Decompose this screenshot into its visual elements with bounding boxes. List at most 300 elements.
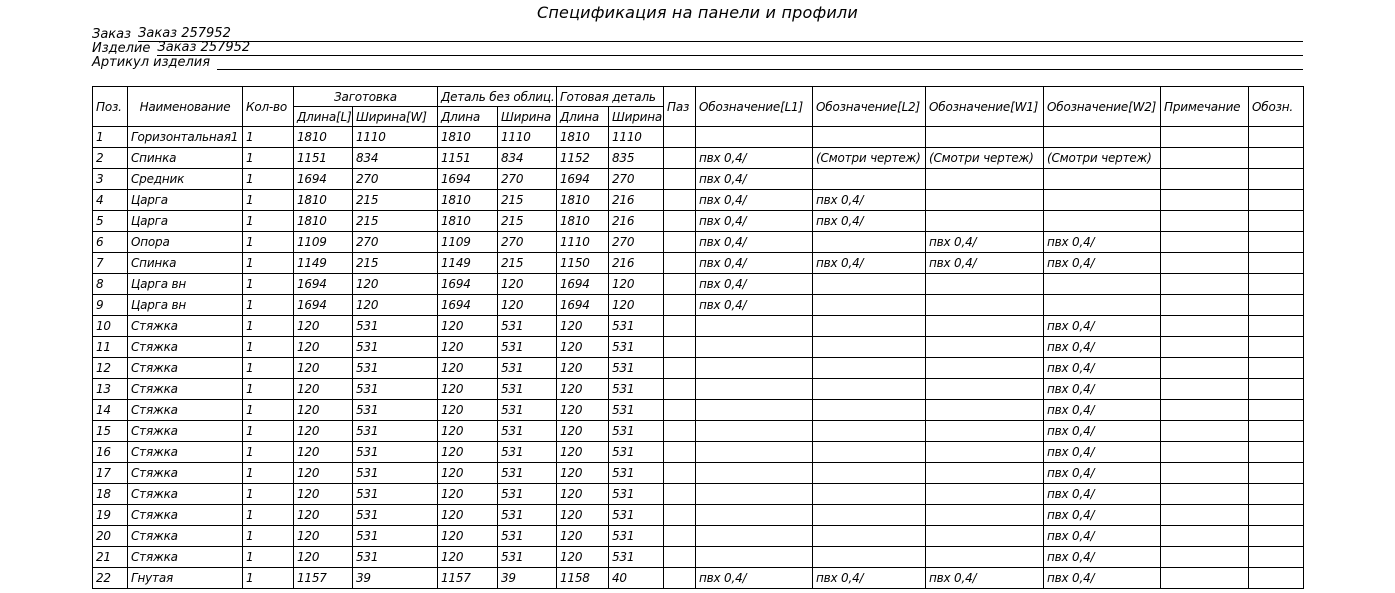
table-cell: 531	[609, 316, 664, 337]
table-cell: 1149	[438, 253, 498, 274]
table-cell: 21	[93, 547, 128, 568]
table-cell	[813, 379, 926, 400]
table-cell: 120	[498, 295, 557, 316]
table-cell	[813, 505, 926, 526]
table-cell: пвх 0,4/	[1044, 505, 1161, 526]
table-cell: 1	[243, 316, 294, 337]
table-cell	[696, 463, 813, 484]
table-cell: пвх 0,4/	[696, 190, 813, 211]
table-row	[93, 127, 1304, 148]
table-cell	[1249, 274, 1304, 295]
table-cell	[926, 379, 1044, 400]
table-cell	[696, 442, 813, 463]
table-cell: 1110	[498, 127, 557, 148]
table-row	[93, 253, 1304, 274]
table-cell: 215	[353, 190, 438, 211]
table-cell: 531	[609, 463, 664, 484]
header-note: Примечание	[1161, 87, 1249, 127]
table-cell: 531	[498, 337, 557, 358]
table-cell: 1	[243, 568, 294, 589]
table-cell: Царга вн	[128, 295, 243, 316]
table-cell: 1	[243, 379, 294, 400]
table-cell: 120	[557, 379, 609, 400]
table-cell: 120	[557, 505, 609, 526]
table-cell: 270	[353, 169, 438, 190]
table-cell	[926, 484, 1044, 505]
product-value: Заказ 257952	[157, 41, 1303, 56]
table-cell	[696, 484, 813, 505]
table-cell: 120	[438, 463, 498, 484]
table-cell: пвх 0,4/	[696, 211, 813, 232]
table-cell	[664, 379, 696, 400]
table-cell	[664, 169, 696, 190]
table-cell: 531	[498, 400, 557, 421]
table-cell: 1158	[557, 568, 609, 589]
table-cell: пвх 0,4/	[696, 148, 813, 169]
table-cell: 531	[353, 400, 438, 421]
table-cell: Царга	[128, 190, 243, 211]
table-cell	[696, 526, 813, 547]
table-cell: 1694	[294, 274, 353, 295]
table-cell	[664, 484, 696, 505]
table-cell: 1	[243, 211, 294, 232]
table-cell: пвх 0,4/	[926, 568, 1044, 589]
table-cell: пвх 0,4/	[1044, 337, 1161, 358]
table-cell	[1249, 316, 1304, 337]
header-detail-length: Длина	[438, 107, 498, 127]
table-cell: 531	[353, 505, 438, 526]
table-cell: 1810	[294, 211, 353, 232]
table-cell: 10	[93, 316, 128, 337]
table-cell: 7	[93, 253, 128, 274]
table-cell	[1249, 169, 1304, 190]
table-cell: 531	[498, 505, 557, 526]
table-row	[93, 568, 1304, 589]
table-cell: 215	[353, 211, 438, 232]
table-cell: 270	[498, 169, 557, 190]
table-cell: 120	[557, 421, 609, 442]
table-cell	[1249, 421, 1304, 442]
table-row	[93, 316, 1304, 337]
table-cell: 270	[609, 169, 664, 190]
table-cell: пвх 0,4/	[1044, 442, 1161, 463]
table-cell: Стяжка	[128, 442, 243, 463]
table-cell: 1	[243, 127, 294, 148]
table-cell	[664, 232, 696, 253]
table-cell: Стяжка	[128, 316, 243, 337]
table-cell: пвх 0,4/	[1044, 358, 1161, 379]
table-cell: 120	[294, 526, 353, 547]
table-cell: 270	[353, 232, 438, 253]
table-cell	[1161, 274, 1249, 295]
table-cell: (Смотри чертеж)	[926, 148, 1044, 169]
table-cell	[926, 316, 1044, 337]
table-cell	[1161, 337, 1249, 358]
order-value: Заказ 257952	[138, 27, 1303, 42]
table-cell: 120	[557, 337, 609, 358]
table-cell: 1	[93, 127, 128, 148]
table-cell	[813, 295, 926, 316]
table-cell: пвх 0,4/	[926, 232, 1044, 253]
table-cell: 531	[498, 379, 557, 400]
table-cell: Стяжка	[128, 463, 243, 484]
table-cell: 120	[609, 274, 664, 295]
table-cell: Опора	[128, 232, 243, 253]
table-cell: 120	[438, 400, 498, 421]
table-cell: 216	[609, 253, 664, 274]
table-row	[93, 274, 1304, 295]
table-cell: 1810	[438, 211, 498, 232]
table-cell: 120	[353, 295, 438, 316]
table-cell: 120	[557, 400, 609, 421]
table-cell: 1	[243, 484, 294, 505]
table-cell	[1161, 295, 1249, 316]
table-cell	[1249, 253, 1304, 274]
table-cell	[664, 316, 696, 337]
table-cell: 39	[353, 568, 438, 589]
table-cell: 120	[557, 316, 609, 337]
table-row	[93, 400, 1304, 421]
table-cell: 531	[609, 400, 664, 421]
header-blank-length: Длина[L]	[294, 107, 353, 127]
table-cell: Стяжка	[128, 526, 243, 547]
table-cell	[926, 211, 1044, 232]
table-cell	[926, 295, 1044, 316]
table-cell	[1249, 568, 1304, 589]
table-cell	[1044, 169, 1161, 190]
table-cell: 1810	[438, 127, 498, 148]
table-cell: 120	[557, 442, 609, 463]
table-cell	[696, 400, 813, 421]
table-cell	[813, 316, 926, 337]
table-cell: 834	[353, 148, 438, 169]
table-cell	[1161, 358, 1249, 379]
table-cell	[1249, 442, 1304, 463]
table-cell: Стяжка	[128, 337, 243, 358]
table-cell: 531	[498, 421, 557, 442]
table-cell	[1249, 190, 1304, 211]
table-cell: 215	[498, 190, 557, 211]
table-cell	[1249, 358, 1304, 379]
table-cell: 216	[609, 190, 664, 211]
table-cell: 1	[243, 421, 294, 442]
table-cell	[664, 400, 696, 421]
table-cell	[664, 358, 696, 379]
header-ready-width: Ширина	[609, 107, 664, 127]
table-cell	[696, 127, 813, 148]
table-cell: 1810	[294, 190, 353, 211]
table-cell: 531	[609, 442, 664, 463]
table-cell	[926, 337, 1044, 358]
table-row	[93, 547, 1304, 568]
table-cell: 531	[498, 442, 557, 463]
table-cell: 1150	[557, 253, 609, 274]
table-row	[93, 442, 1304, 463]
table-cell: 8	[93, 274, 128, 295]
table-cell: Спинка	[128, 148, 243, 169]
table-cell	[664, 148, 696, 169]
table-cell	[664, 526, 696, 547]
table-cell: 531	[353, 547, 438, 568]
table-cell: 120	[438, 547, 498, 568]
table-cell	[1161, 190, 1249, 211]
table-cell: 1152	[557, 148, 609, 169]
table-cell	[1161, 379, 1249, 400]
table-cell: пвх 0,4/	[696, 274, 813, 295]
table-cell: 531	[498, 526, 557, 547]
table-cell	[926, 400, 1044, 421]
table-cell	[1161, 526, 1249, 547]
table-row	[93, 358, 1304, 379]
table-cell: пвх 0,4/	[696, 295, 813, 316]
table-cell: 120	[438, 358, 498, 379]
table-cell: 1	[243, 253, 294, 274]
table-cell: пвх 0,4/	[696, 253, 813, 274]
table-cell	[664, 337, 696, 358]
table-row	[93, 169, 1304, 190]
table-cell: Спинка	[128, 253, 243, 274]
table-cell: 1810	[557, 127, 609, 148]
table-cell: 1110	[609, 127, 664, 148]
table-cell	[1161, 421, 1249, 442]
table-cell: 13	[93, 379, 128, 400]
header-mark-w2: Обозначение[W2]	[1044, 87, 1161, 127]
table-cell: 531	[609, 421, 664, 442]
table-cell: пвх 0,4/	[813, 190, 926, 211]
table-cell: 120	[498, 274, 557, 295]
table-cell: 834	[498, 148, 557, 169]
table-cell	[1161, 211, 1249, 232]
header-detail-width: Ширина	[498, 107, 557, 127]
table-cell	[1044, 190, 1161, 211]
table-cell	[664, 421, 696, 442]
table-cell: 531	[609, 526, 664, 547]
table-cell: 1	[243, 190, 294, 211]
table-cell	[926, 526, 1044, 547]
table-cell: Средник	[128, 169, 243, 190]
table-cell	[813, 169, 926, 190]
table-cell: 531	[609, 547, 664, 568]
table-cell: 120	[294, 316, 353, 337]
table-cell: пвх 0,4/	[1044, 568, 1161, 589]
table-cell: Стяжка	[128, 421, 243, 442]
table-cell: 120	[294, 337, 353, 358]
table-cell	[926, 169, 1044, 190]
table-cell	[1161, 484, 1249, 505]
table-cell	[696, 316, 813, 337]
table-cell	[813, 400, 926, 421]
table-cell: 1810	[557, 190, 609, 211]
spec-table	[92, 86, 1304, 589]
table-row	[93, 211, 1304, 232]
page-title: Спецификация на панели и профили	[537, 3, 858, 22]
table-cell: Стяжка	[128, 484, 243, 505]
table-cell: 15	[93, 421, 128, 442]
table-cell: пвх 0,4/	[696, 232, 813, 253]
table-cell	[1249, 127, 1304, 148]
header-name: Наименование	[128, 87, 243, 127]
table-cell: 531	[609, 337, 664, 358]
table-cell: 2	[93, 148, 128, 169]
table-cell	[813, 526, 926, 547]
table-cell: 1	[243, 148, 294, 169]
table-cell: 1	[243, 337, 294, 358]
table-cell: 1810	[557, 211, 609, 232]
table-cell	[1249, 295, 1304, 316]
table-cell	[1044, 274, 1161, 295]
table-cell: 120	[294, 505, 353, 526]
table-cell: 1	[243, 526, 294, 547]
table-cell: пвх 0,4/	[696, 568, 813, 589]
table-cell: пвх 0,4/	[1044, 421, 1161, 442]
table-cell: пвх 0,4/	[1044, 232, 1161, 253]
table-cell	[664, 295, 696, 316]
table-cell: 531	[498, 484, 557, 505]
table-row	[93, 505, 1304, 526]
table-cell	[1249, 337, 1304, 358]
table-cell: 531	[498, 316, 557, 337]
table-cell	[1161, 400, 1249, 421]
spec-table-header	[93, 87, 1304, 127]
table-cell	[1249, 463, 1304, 484]
table-cell	[1249, 232, 1304, 253]
table-cell	[664, 442, 696, 463]
table-cell	[1044, 127, 1161, 148]
table-row	[93, 484, 1304, 505]
table-cell: 1	[243, 274, 294, 295]
table-cell: 39	[498, 568, 557, 589]
table-cell: 531	[609, 358, 664, 379]
table-cell: 120	[438, 505, 498, 526]
table-cell: 270	[609, 232, 664, 253]
table-cell: 1	[243, 295, 294, 316]
table-cell	[696, 358, 813, 379]
table-cell: пвх 0,4/	[813, 211, 926, 232]
table-cell: Стяжка	[128, 358, 243, 379]
table-cell	[696, 421, 813, 442]
table-cell: 120	[294, 421, 353, 442]
table-cell: 120	[438, 484, 498, 505]
table-cell: 12	[93, 358, 128, 379]
table-cell: 531	[353, 526, 438, 547]
table-cell	[813, 442, 926, 463]
table-cell	[813, 484, 926, 505]
table-cell: 16	[93, 442, 128, 463]
table-cell	[926, 190, 1044, 211]
table-cell: 1	[243, 442, 294, 463]
table-cell: 18	[93, 484, 128, 505]
table-cell	[926, 463, 1044, 484]
table-cell: 120	[609, 295, 664, 316]
table-cell: 1810	[438, 190, 498, 211]
table-cell: 22	[93, 568, 128, 589]
table-cell	[813, 232, 926, 253]
table-cell	[1161, 169, 1249, 190]
table-cell: 1	[243, 358, 294, 379]
header-group-blank: Заготовка	[294, 87, 438, 107]
table-cell	[926, 274, 1044, 295]
table-cell	[813, 463, 926, 484]
table-cell: 531	[353, 484, 438, 505]
table-cell	[926, 421, 1044, 442]
table-cell: 120	[294, 358, 353, 379]
table-cell: 531	[353, 379, 438, 400]
table-cell	[1044, 295, 1161, 316]
table-cell: 1694	[294, 295, 353, 316]
table-cell: 14	[93, 400, 128, 421]
table-cell: 531	[609, 379, 664, 400]
table-cell	[813, 274, 926, 295]
table-cell: 120	[294, 400, 353, 421]
table-cell: пвх 0,4/	[1044, 316, 1161, 337]
table-cell: 120	[438, 526, 498, 547]
table-cell: 531	[498, 547, 557, 568]
table-cell: 120	[353, 274, 438, 295]
table-cell	[813, 358, 926, 379]
table-cell: 4	[93, 190, 128, 211]
table-cell: пвх 0,4/	[813, 568, 926, 589]
table-cell: 1	[243, 463, 294, 484]
table-cell	[1161, 547, 1249, 568]
spec-table-body	[93, 127, 1304, 589]
article-label: Артикул изделия	[92, 55, 211, 70]
table-cell: (Смотри чертеж)	[1044, 148, 1161, 169]
table-cell	[1161, 127, 1249, 148]
table-cell: 5	[93, 211, 128, 232]
table-cell	[696, 547, 813, 568]
table-cell: Стяжка	[128, 547, 243, 568]
table-cell: 531	[609, 505, 664, 526]
table-cell: 531	[353, 358, 438, 379]
table-cell: 1109	[438, 232, 498, 253]
table-cell: 120	[438, 337, 498, 358]
table-cell	[1249, 379, 1304, 400]
header-mark-w1: Обозначение[W1]	[926, 87, 1044, 127]
table-cell: 531	[609, 484, 664, 505]
table-cell	[664, 274, 696, 295]
table-row	[93, 148, 1304, 169]
table-cell: 531	[353, 421, 438, 442]
table-cell	[1249, 505, 1304, 526]
table-cell: 1694	[438, 295, 498, 316]
table-cell	[1249, 526, 1304, 547]
table-cell: 1157	[438, 568, 498, 589]
table-cell: 19	[93, 505, 128, 526]
table-cell: 1	[243, 547, 294, 568]
table-cell: 531	[498, 463, 557, 484]
table-cell	[664, 463, 696, 484]
table-cell	[813, 127, 926, 148]
table-cell	[664, 568, 696, 589]
table-cell: 120	[557, 484, 609, 505]
table-cell: 120	[294, 484, 353, 505]
table-cell	[1249, 547, 1304, 568]
table-cell: 1694	[557, 169, 609, 190]
table-cell: 120	[557, 358, 609, 379]
table-cell	[1161, 148, 1249, 169]
table-cell: 215	[498, 253, 557, 274]
table-cell: 9	[93, 295, 128, 316]
table-cell: пвх 0,4/	[1044, 484, 1161, 505]
order-label: Заказ	[92, 27, 132, 42]
table-cell: 1810	[294, 127, 353, 148]
meta-line-order	[92, 28, 1303, 42]
table-cell	[664, 211, 696, 232]
meta-line-product	[92, 42, 1303, 56]
table-cell: Гнутая	[128, 568, 243, 589]
table-cell	[664, 190, 696, 211]
document-meta	[92, 28, 1303, 70]
